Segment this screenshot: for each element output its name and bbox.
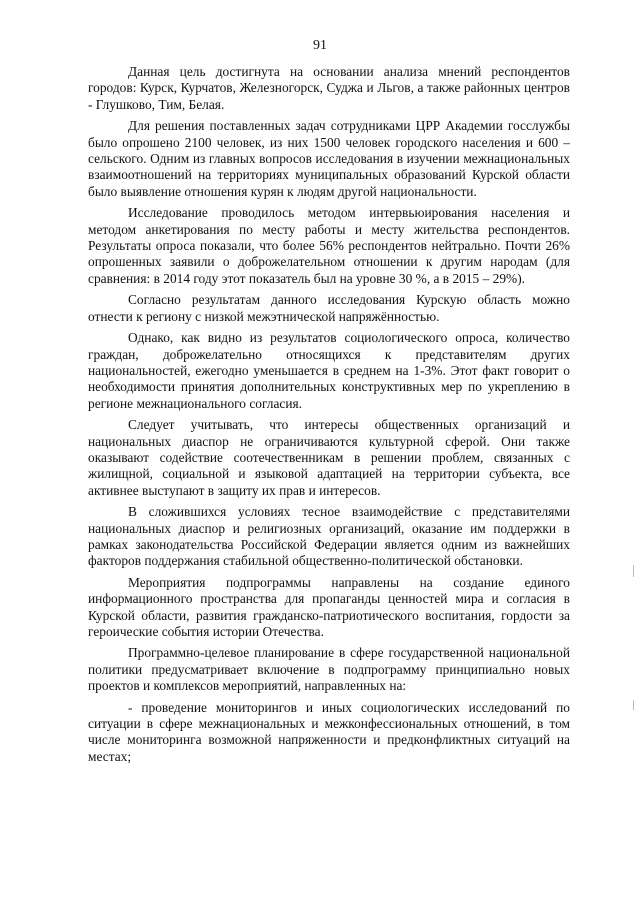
scan-edge-mark (633, 700, 634, 710)
list-item-monitoring: - проведение мониторингов и иных социологических исследований по ситуации в сфере межнациональных и межконфессиональных отношений, в том числе мониторинга возможной напряженности и предконфликтных ситуаций на местах; (88, 699, 570, 764)
paragraph-program-planning: Программно-целевое планирование в сфере государственной национальной политики предусматривает включение в подпрограмму принципиально новых проектов и комплексов мероприятий, направленных на: (88, 645, 570, 694)
paragraph-cooperation: В сложившихся условиях тесное взаимодействие с представителями национальных диаспор и религиозных организаций, оказание им поддержки в рамках законодательства Российской Федерации является одним из важнейших факторов поддержания стабильной общественно-политической обстановки. (88, 504, 570, 569)
paragraph-survey-method: Исследование проводилось методом интервьюирования населения и методом анкетирования по месту работы и месту жительства респондентов. Результаты опроса показали, что более 56% респондентов нейтрально. Почти 26% опрошенных заявили о доброжелательном отношении к другим народам (для сравнения: в 2014 году этот показатель был на уровне 30 %, а в 2015 – 29%). (88, 205, 570, 286)
paragraph-survey-sample: Для решения поставленных задач сотрудниками ЦРР Академии госслужбы было опрошено 2100 человек, из них 1500 человек городского населения и 600 – сельского. Одним из главных вопросов исследования в изучении межнациональных взаимоотношений на территориях муниципальных образований Курской области было выявление отношения курян к людям другой национальности. (88, 118, 570, 199)
paragraph-subprogram-events: Мероприятия подпрограммы направлены на создание единого информационного пространства для пропаганды ценностей мира и согласия в Курской области, развития гражданско-патриотического воспитания, гордости за героические события истории Отечества. (88, 574, 570, 639)
paragraph-survey-goal: Данная цель достигнута на основании анализа мнений респондентов городов: Курск, Курчатов, Железногорск, Суджа и Льгов, а также районных центров - Глушково, Тим, Белая. (88, 64, 570, 112)
paragraph-low-tension: Согласно результатам данного исследования Курскую область можно отнести к региону с низкой межэтнической напряжённостью. (88, 292, 570, 324)
paragraph-organizations: Следует учитывать, что интересы общественных организаций и национальных диаспор не ограничиваются культурной сферой. Они также оказывают содействие соотечественникам в решении проблем, связанных с жилищной, социальной и языковой адаптацией на территории субъекта, все активнее выступают в защиту их прав и интересов. (88, 417, 570, 498)
document-body (88, 64, 570, 770)
page-number: 91 (313, 38, 327, 53)
scan-edge-mark (633, 565, 634, 577)
paragraph-decline: Однако, как видно из результатов социологического опроса, количество граждан, доброжелательно относящихся к представителям других национальностей, ежегодно уменьшается в среднем на 1-3%. Этот факт говорит о необходимости принятия дополнительных конструктивных мер по укреплению в регионе межнационального согласия. (88, 330, 570, 411)
